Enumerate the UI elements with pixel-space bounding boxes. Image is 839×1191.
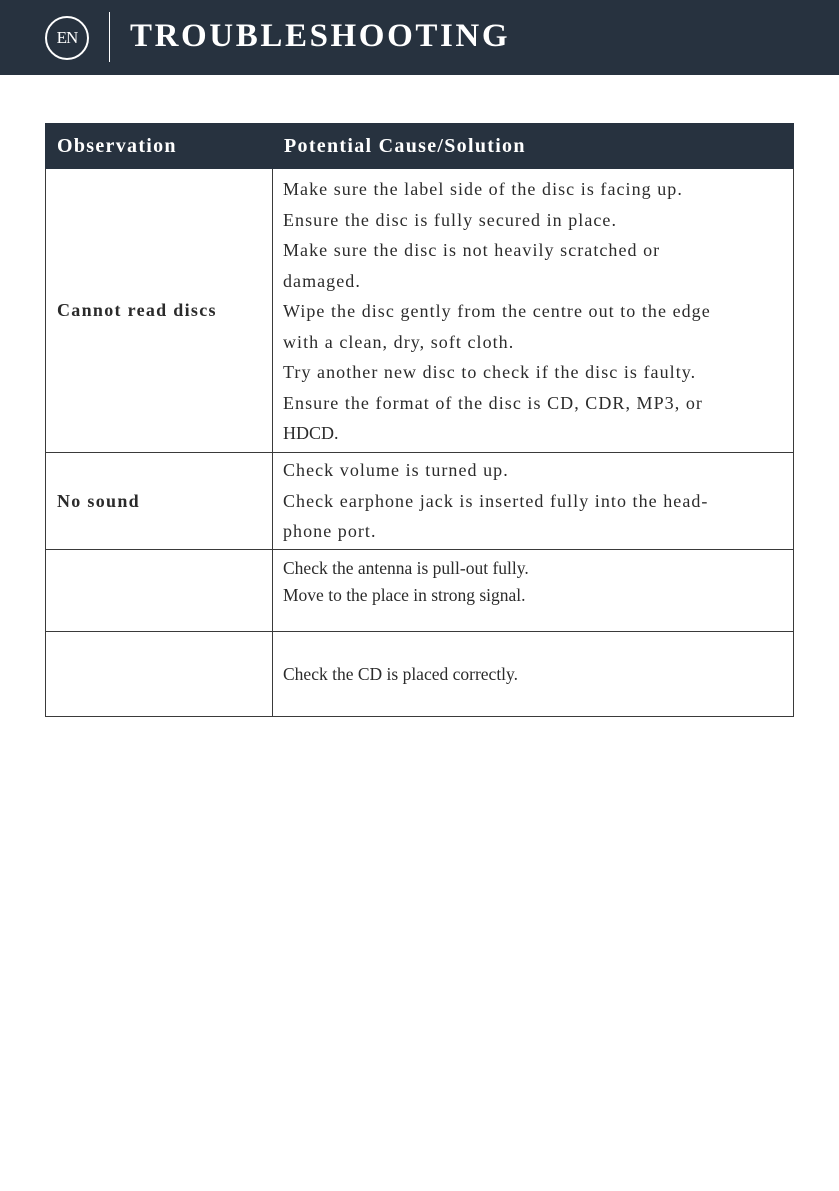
solution-line: Ensure the format of the disc is CD, CDR, MP3, or [283,392,703,413]
table-row [46,453,794,550]
solution-line: Move to the place in strong signal. [283,585,526,605]
solution-line: Check the CD is placed correctly. [283,663,519,684]
solution-line: Make sure the disc is not heavily scratched or [283,240,661,261]
solution-cell [273,550,794,632]
troubleshooting-table [45,123,794,717]
solution-line: damaged. [283,270,361,291]
column-header-observation: Observation [46,124,273,169]
solution-line: Ensure the disc is fully secured in place. [283,209,618,230]
solution-line: Check earphone jack is inserted fully into the head- [283,490,709,511]
observation-cell: Cannot read discs [46,169,273,453]
observation-cell: No sound [46,453,273,550]
observation-cell [46,632,273,717]
solution-line: phone port. [283,521,377,542]
solution-line: HDCD. [283,423,339,444]
column-header-solution: Potential Cause/Solution [273,124,794,169]
solution-line: with a clean, dry, soft cloth. [283,331,515,352]
table-row [46,632,794,717]
page-header [0,0,839,75]
solution-line: Wipe the disc gently from the centre out to the edge [283,301,711,322]
solution-line: Try another new disc to check if the disc is faulty. [283,362,697,383]
page-title: TROUBLESHOOTING [130,18,511,54]
table-header-row [46,124,794,169]
solution-line: Check volume is turned up. [283,460,509,481]
header-divider [109,12,110,62]
solution-cell [273,632,794,717]
solution-cell [273,169,794,453]
observation-cell [46,550,273,632]
table-row [46,169,794,453]
solution-line: Make sure the label side of the disc is facing up. [283,179,683,200]
language-badge: EN [45,16,89,60]
solution-line: Check the antenna is pull-out fully. [283,558,529,578]
table-row [46,550,794,632]
solution-cell [273,453,794,550]
